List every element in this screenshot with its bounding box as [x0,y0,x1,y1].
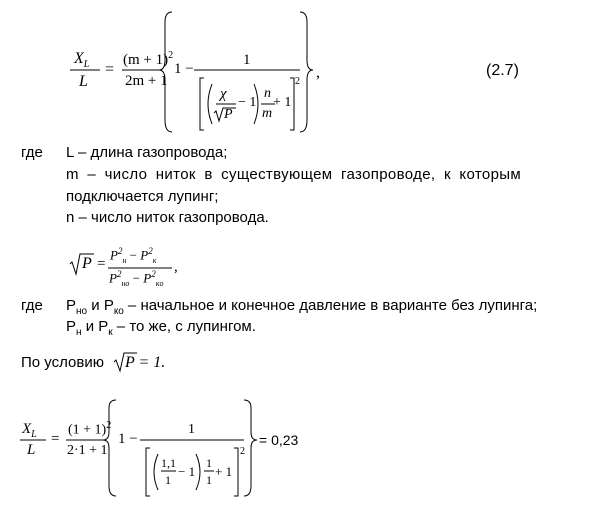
calc-f2-den: 1 [206,473,212,487]
calc-sq: 2 [240,446,245,457]
calc-lhs-num: $X_L$ [22,421,37,440]
sqrtP-eq: = [97,256,106,272]
sqrtP-lhs: P [82,255,92,272]
f27-minus-one: − 1 [238,95,257,110]
calc-coef-num: $(1 + 1)^2$ [68,420,112,438]
f27-coef-den: 2m + 1 [125,73,168,89]
where1-line3: подключается лупинг; [66,188,219,205]
where2-line2: $P_н$ и $P_к$ – то же, с лупингом. [66,318,256,338]
calc-result: = 0,23 [259,432,299,448]
calc-inner-num: 1 [188,422,195,437]
calc-minus-one: − 1 [178,464,196,479]
calc-f2-num: 1 [206,456,212,470]
sqrtP-num: $P^2_н - P^2_к$ [110,246,157,265]
where1-label: где [21,144,43,161]
formula-sqrtP [62,238,192,294]
f27-n: n [264,86,271,101]
calc-f1-den: 1 [165,473,171,487]
where2-label: где [21,297,43,314]
formula-2-7-strokes [66,0,602,140]
f27-m: m [262,106,273,121]
calc-coef-den: 2·1 + 1 [67,443,108,458]
f27-lhs-den: L [79,73,88,90]
condition-text: По условию [21,354,104,371]
calc-one-minus: 1 − [118,431,138,447]
calc-f1-num: 1,1 [161,456,176,470]
f27-comma: , [316,64,320,81]
calc-lhs-den: L [27,442,36,458]
formula-2-7 [66,0,602,140]
f27-sq: 2 [295,76,300,87]
where1-line2: m – число ниток в существующем газопроводе, к которым [66,166,522,183]
sqrtP-den: $P^2_{нo} - P^2_{кo}$ [109,269,164,288]
f27-inner-num: 1 [243,52,251,68]
f27-chi: χ [220,86,227,102]
f27-eq: = [105,61,115,78]
f27-lhs-num: $X_L$ [74,50,90,71]
f27-plus-one: + 1 [273,95,292,110]
calc-plus-one: + 1 [215,464,233,479]
sqrtP-comma: , [174,259,178,275]
condition-expr: P = 1. [125,354,166,371]
where2-line1: $P_{нo}$ и $P_{кo}$ – начальное и конечное давление в варианте без лупинга; [66,297,538,317]
f27-sqrtP: P [224,107,233,122]
f27-one-minus: 1 − [174,61,194,77]
where1-line1: L – длина газопровода; [66,144,228,161]
formula-calc-strokes [16,394,326,506]
f27-coef-num: $(m + 1)^2$ [123,50,174,68]
where1-line4: n – число ниток газопровода. [66,209,269,226]
calc-eq: = [51,431,60,447]
f27-number: (2.7) [486,62,519,79]
formula-calc [16,394,326,506]
